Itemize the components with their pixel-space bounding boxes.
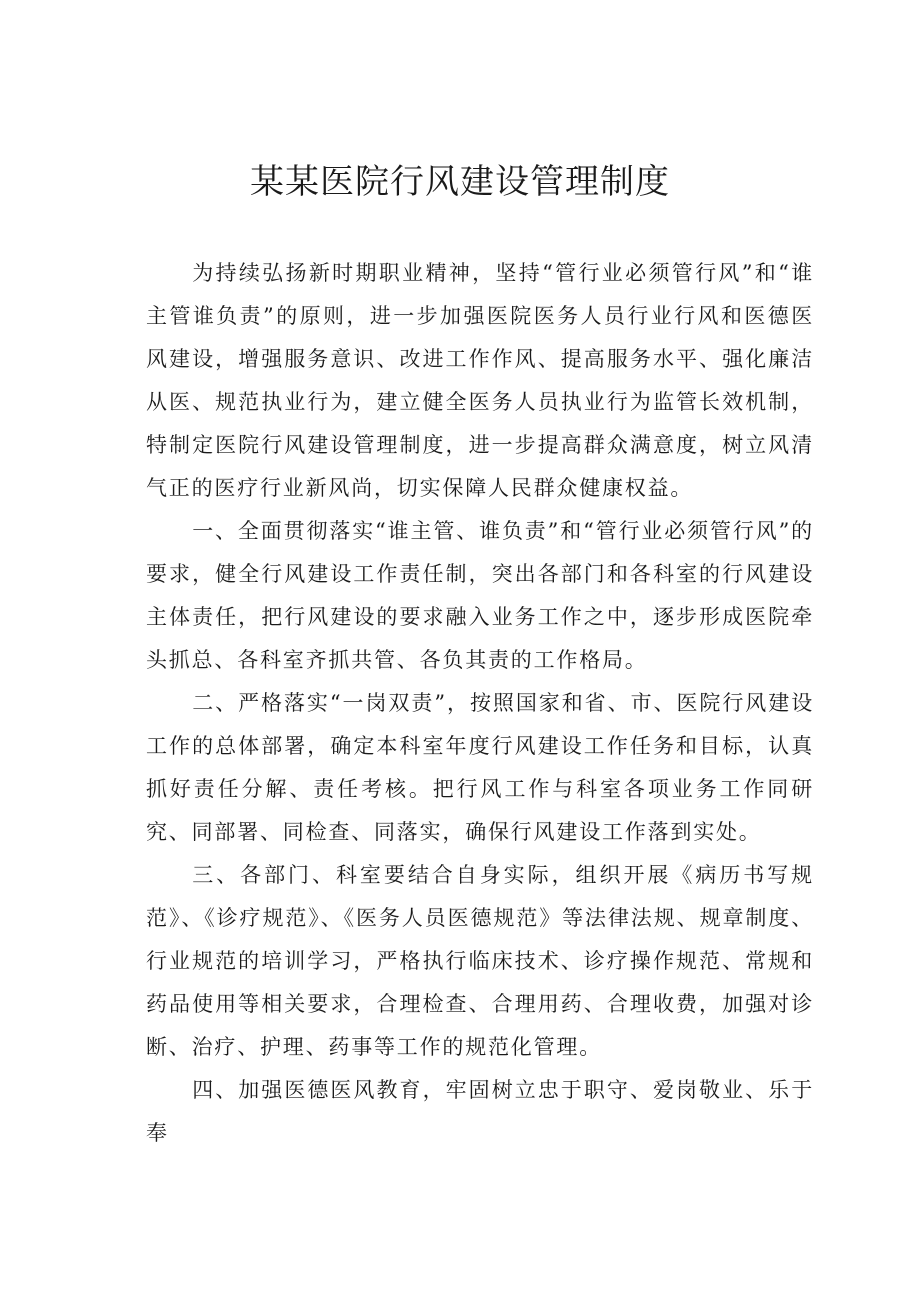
document-title: 某某医院行风建设管理制度: [250, 162, 670, 202]
paragraph-item-2: 二、严格落实“一岗双责”，按照国家和省、市、医院行风建设工作的总体部署，确定本科室年度行风建设工作任务和目标，认真抓好责任分解、责任考核。把行风工作与科室各项业务工作同研究、同部署、同检查、同落实，确保行风建设工作落到实处。: [146, 691, 814, 844]
paragraph-item-4: 四、加强医德医风教育，牢固树立忠于职守、爱岗敬业、乐于奉: [146, 1078, 814, 1145]
paragraph-item-3: 三、各部门、科室要结合自身实际，组织开展《病历书写规范》、《诊疗规范》、《医务人员医德规范》等法律法规、规章制度、行业规范的培训学习，严格执行临床技术、诊疗操作规范、常规和药品使用等相关要求，合理检查、合理用药、合理收费，加强对诊断、治疗、护理、药事等工作的规范化管理。: [146, 863, 814, 1059]
document-body: [146, 252, 814, 1155]
paragraph-item-1: 一、全面贯彻落实“谁主管、谁负责”和“管行业必须管行风”的要求，健全行风建设工作责任制，突出各部门和各科室的行风建设主体责任，把行风建设的要求融入业务工作之中，逐步形成医院牵头抓总、各科室齐抓共管、各负其责的工作格局。: [146, 519, 814, 672]
paragraph-intro: 为持续弘扬新时期职业精神，坚持“管行业必须管行风”和“谁主管谁负责”的原则，进一步加强医院医务人员行业行风和医德医风建设，增强服务意识、改进工作作风、提高服务水平、强化廉洁从医、规范执业行为，建立健全医务人员执业行为监管长效机制，特制定医院行风建设管理制度，进一步提高群众满意度，树立风清气正的医疗行业新风尚，切实保障人民群众健康权益。: [146, 261, 814, 500]
